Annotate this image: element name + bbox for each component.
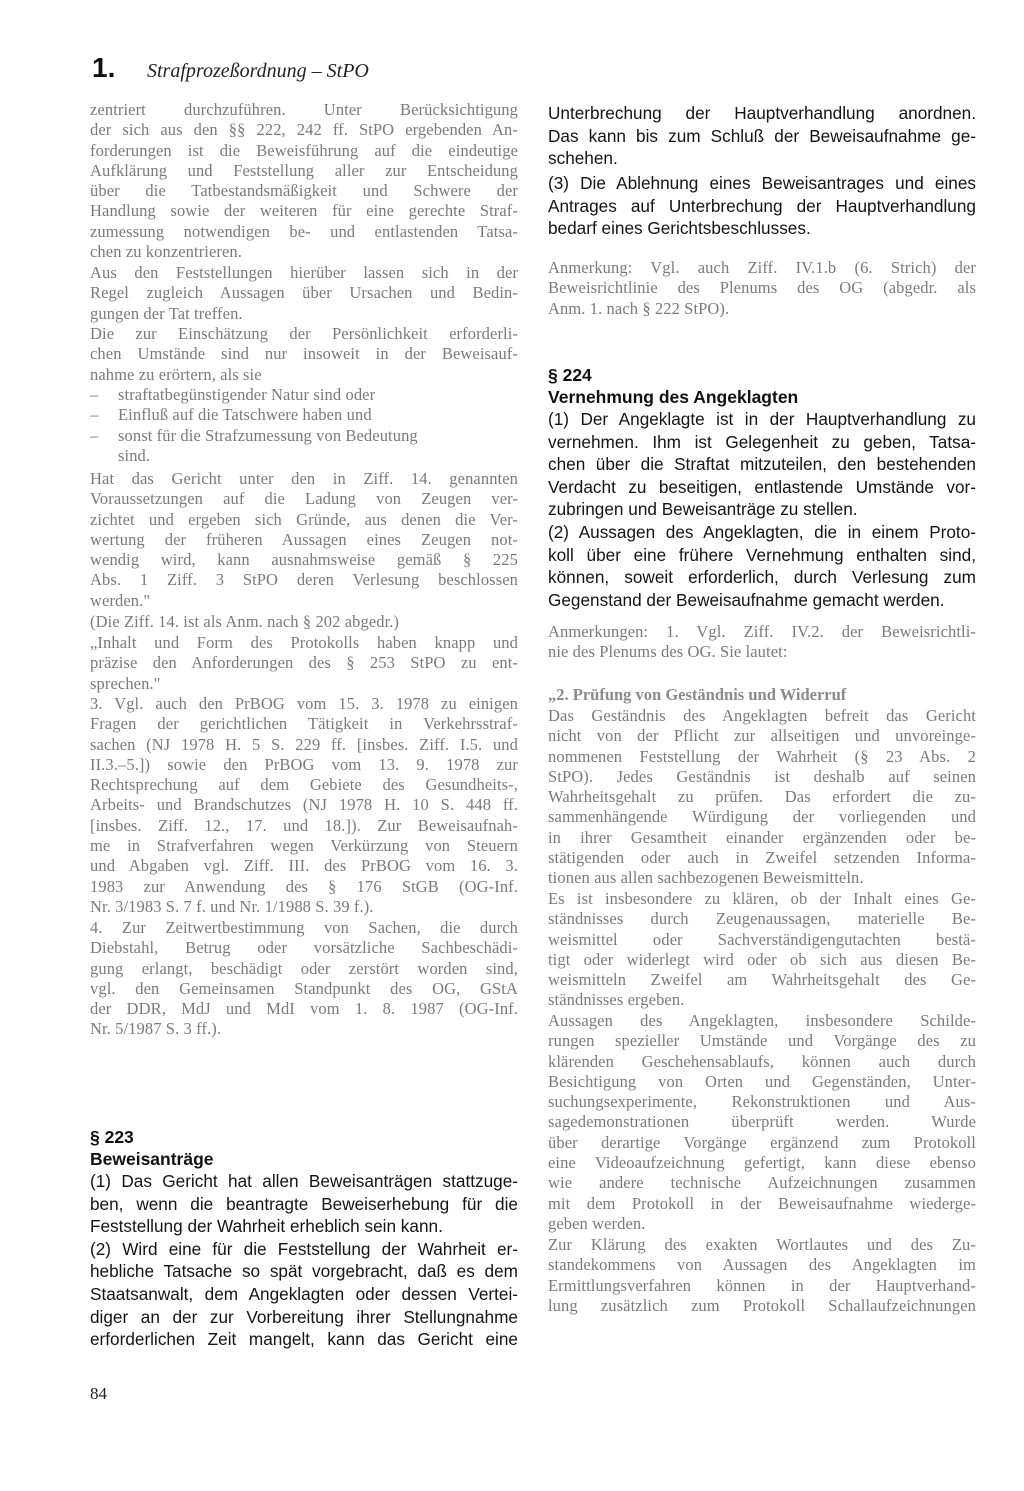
text-line: (1) Das Gericht hat allen Beweisanträgen stattzuge- bbox=[90, 1171, 518, 1191]
text-line: zichtet und ergeben sich Gründe, aus denen die Ver- bbox=[90, 509, 518, 529]
text-line: 1983 zur Anwendung des § 176 StGB (OG-Inf. bbox=[90, 876, 518, 896]
text-line: II.3.–5.]) sowie den PrBOG vom 13. 9. 1978 zur bbox=[90, 754, 518, 774]
text-line: sammenhängende Würdigung der vorliegenden und bbox=[548, 807, 976, 827]
text-line: und Abgaben vgl. Ziff. III. des PrBOG vom 16. 3. bbox=[90, 856, 518, 876]
text-line: eine Videoaufzeichnung gefertigt, kann diese ebenso bbox=[548, 1153, 976, 1173]
text-line: nommenen Feststellung der Wahrheit (§ 23 Abs. 2 bbox=[548, 746, 976, 766]
text-line: in ihrer Gesamtheit einander ergänzenden oder be- bbox=[548, 827, 976, 847]
text-line: erforderlichen Zeit mangelt, kann das Gericht eine bbox=[90, 1329, 518, 1350]
text-line: ständnisses durch Zeugenaussagen, materielle Be- bbox=[548, 909, 976, 929]
text-line: gungen der Tat treffen. bbox=[90, 303, 243, 323]
text-line: Antrages auf Unterbrechung der Hauptverhandlung bbox=[548, 195, 976, 216]
section-223-continuation bbox=[548, 102, 976, 170]
text-line: Gegenstand der Beweisaufnahme gemacht werden. bbox=[548, 589, 945, 610]
text-line: weismittel oder Sachverständigengutachten bestä- bbox=[548, 929, 976, 949]
anmerkung-223 bbox=[548, 258, 976, 319]
text-line: (3) Die Ablehnung eines Beweisantrages und eines bbox=[548, 173, 976, 193]
text-line: vernehmen. Ihm ist Gelegenheit zu geben, Tatsa- bbox=[548, 431, 976, 452]
text-line: können, soweit erforderlich, durch Verlesung zum bbox=[548, 567, 976, 588]
text-line: (2) Wird eine für die Feststellung der Wahrheit er- bbox=[90, 1238, 518, 1259]
text-line: koll über eine frühere Vernehmung enthalten sind, bbox=[548, 544, 976, 565]
text-line: Anmerkungen: 1. Vgl. Ziff. IV.2. der Beweisrichtli- bbox=[548, 622, 976, 641]
text-line: rungen spezieller Umstände und Vorgänge des zu bbox=[548, 1031, 976, 1051]
text-line: zubringen und Beweisanträge zu stellen. bbox=[548, 499, 858, 520]
item-3-paragraph bbox=[90, 694, 518, 917]
text-line: Unterbrechung der Hauptverhandlung anordnen. bbox=[548, 103, 976, 123]
chapter-title: Strafprozeßordnung – StPO bbox=[147, 60, 369, 82]
page-number: 84 bbox=[90, 1384, 107, 1403]
section-224-abs2 bbox=[548, 521, 976, 611]
anmerkungen-224 bbox=[548, 622, 976, 663]
section-223-abs3 bbox=[548, 172, 976, 240]
text-line: StPO). Jedes Geständnis ist deshalb auf seinen bbox=[548, 766, 976, 786]
text-line: Aus den Feststellungen hierüber lassen sich in der bbox=[90, 263, 518, 282]
text-line: 3. Vgl. auch den PrBOG vom 15. 3. 1978 zu einigen bbox=[90, 694, 518, 713]
text-line: geben werden. bbox=[548, 1213, 646, 1233]
running-header bbox=[92, 52, 592, 92]
paragraph-causes bbox=[90, 263, 518, 324]
text-line: Wahrheitsgehalt zu prüfen. Das erfordert die zu- bbox=[548, 787, 976, 807]
text-line: tigt oder widerlegt wird oder ob sich aus diesen Be- bbox=[548, 949, 976, 969]
text-line: standekommens von Aussagen des Angeklagten im bbox=[548, 1255, 976, 1275]
paragraph-witnesses bbox=[90, 469, 518, 611]
text-line: Anm. 1. nach § 222 StPO). bbox=[548, 298, 730, 318]
text-line: wertung der früheren Aussagen eines Zeugen not- bbox=[90, 529, 518, 549]
text-line: Das Geständnis des Angeklagten befreit das Gericht bbox=[548, 706, 976, 725]
list-item: – Einfluß auf die Tatschwere haben und bbox=[90, 405, 372, 425]
text-line: Handlung sowie der weiteren für eine gerechte Straf- bbox=[90, 201, 518, 221]
text-line: Fragen der gerichtlichen Tätigkeit in Verkehrsstraf- bbox=[90, 714, 518, 734]
text-line: me in Strafverfahren wegen Verkürzung von Steuern bbox=[90, 836, 518, 856]
text-line: ben, wenn die beantragte Beweiserhebung für die bbox=[90, 1193, 518, 1214]
dash-list bbox=[90, 385, 518, 466]
text-line: präzise den Anforderungen des § 253 StPO zu ent- bbox=[90, 653, 518, 673]
text-line: sachen (NJ 1978 H. 5 S. 229 ff. [insbes. Ziff. I.5. und bbox=[90, 734, 518, 754]
text-line: Anmerkung: Vgl. auch Ziff. IV.1.b (6. Strich) der bbox=[548, 258, 976, 277]
text-line: Rechtsprechung auf dem Gebiete des Gesundheits-, bbox=[90, 775, 518, 795]
text-line: Staatsanwalt, dem Angeklagten oder dessen Vertei- bbox=[90, 1283, 518, 1304]
text-line: (2) Aussagen des Angeklagten, die in einem Proto- bbox=[548, 521, 976, 542]
list-item: – sonst für die Strafzumessung von Bedeutung bbox=[90, 425, 418, 445]
text-line: wie andere technische Aufzeichnungen zusammen bbox=[548, 1173, 976, 1193]
text-line: forderungen ist die Beweisführung auf die eindeutige bbox=[90, 140, 518, 160]
text-line: Nr. 5/1987 S. 3 ff.). bbox=[90, 1019, 222, 1039]
text-line: werden." bbox=[90, 590, 151, 610]
text-line: zentriert durchzuführen. Unter Berücksichtigung bbox=[90, 100, 518, 119]
text-line: ständnisses ergeben. bbox=[548, 990, 685, 1010]
text-line: mit dem Protokoll in der Beweisaufnahme wiederge- bbox=[548, 1193, 976, 1213]
text-line: „Inhalt und Form des Protokolls haben knapp und bbox=[90, 633, 518, 652]
text-line: klärenden Geschehensablaufs, können auch durch bbox=[548, 1051, 976, 1071]
text-line: (Die Ziff. 14. ist als Anm. nach § 202 abgedr.) bbox=[90, 612, 400, 631]
text-line: Regel zugleich Aussagen über Ursachen und Bedin- bbox=[90, 283, 518, 303]
text-line: Das kann bis zum Schluß der Beweisaufnahme ge- bbox=[548, 125, 976, 146]
text-line: zumessung notwendigen be- und entlastenden Tatsa- bbox=[90, 221, 518, 241]
text-line: schehen. bbox=[548, 148, 618, 169]
text-line: sprechen." bbox=[90, 673, 161, 693]
section-title: Beweisanträge bbox=[90, 1149, 214, 1169]
text-line: bedarf eines Gerichtsbeschlusses. bbox=[548, 218, 811, 239]
subheading: „2. Prüfung von Geständnis und Widerruf bbox=[548, 685, 847, 704]
section-223-abs2 bbox=[90, 1238, 518, 1351]
text-line: Aussagen des Angeklagten, insbesondere Schilde- bbox=[548, 1011, 976, 1030]
list-item: – straftatbegünstigender Natur sind oder bbox=[90, 385, 376, 404]
text-line: 4. Zur Zeitwertbestimmung von Sachen, die durch bbox=[90, 918, 518, 937]
text-line: Besichtigung von Orten und Gegenständen, Unter- bbox=[548, 1071, 976, 1091]
text-line: Diebstahl, Betrug oder vorsätzliche Sachbeschädi- bbox=[90, 938, 518, 958]
text-line: (1) Der Angeklagte ist in der Hauptverhandlung zu bbox=[548, 409, 976, 429]
section-number: § 224 bbox=[548, 365, 592, 385]
text-line: vgl. den Gemeinsamen Standpunkt des OG, GStA bbox=[90, 978, 518, 998]
section-224-abs1 bbox=[548, 408, 976, 521]
text-line: Voraussetzungen auf die Ladung von Zeugen ver- bbox=[90, 489, 518, 509]
text-line: sagedemonstrationen überprüft werden. Wurde bbox=[548, 1112, 976, 1132]
text-line: Zur Klärung des exakten Wortlautes und des Zu- bbox=[548, 1235, 976, 1254]
text-line: stätigenden oder auch in Zweifel setzenden Informa- bbox=[548, 848, 976, 868]
text-line: Beweisrichtlinie des Plenums des OG (abgedr. als bbox=[548, 278, 976, 298]
text-line: hebliche Tatsache so spät vorgebracht, daß es dem bbox=[90, 1261, 518, 1282]
section-223-abs1 bbox=[90, 1170, 518, 1238]
text-line: Arbeits- und Brandschutzes (NJ 1978 H. 10 S. 448 ff. bbox=[90, 795, 518, 815]
text-line: nicht von der Pflicht zur allseitigen und unvoreinge- bbox=[548, 726, 976, 746]
text-line: chen zu konzentrieren. bbox=[90, 242, 242, 262]
paragraph-personality bbox=[90, 324, 518, 385]
text-line: lung zusätzlich zum Protokoll Schallaufzeichnungen bbox=[548, 1295, 976, 1315]
continuation-paragraph bbox=[90, 100, 518, 262]
text-line: nie des Plenums des OG. Sie lautet: bbox=[548, 642, 788, 662]
text-line: der sich aus den §§ 222, 242 ff. StPO ergebenden An- bbox=[90, 120, 518, 140]
text-line: wendig wird, kann ausnahmsweise gemäß § 225 bbox=[90, 550, 518, 570]
text-line: Nr. 3/1983 S. 7 f. und Nr. 1/1988 S. 39 f.). bbox=[90, 896, 374, 916]
item-4-paragraph bbox=[90, 918, 518, 1040]
text-line: Die zur Einschätzung der Persönlichkeit erforderli- bbox=[90, 324, 518, 343]
text-line: Feststellung der Wahrheit erheblich sein kann. bbox=[90, 1216, 443, 1237]
text-line: [insbes. Ziff. 12., 17. und 18.]). Zur Beweisaufnah- bbox=[90, 815, 518, 835]
text-line: Verdacht zu beseitigen, entlastende Umstände vor- bbox=[548, 476, 976, 497]
quote-paragraph bbox=[90, 633, 518, 694]
text-line: tionen aus allen sachbezogenen Beweismitteln. bbox=[548, 868, 864, 888]
text-line: nahme zu erörtern, als sie bbox=[90, 364, 262, 384]
quoted-paragraph-3 bbox=[548, 1011, 976, 1234]
chapter-number: 1. bbox=[92, 52, 116, 83]
quoted-paragraph-1 bbox=[548, 706, 976, 889]
quoted-paragraph-4 bbox=[548, 1235, 976, 1316]
text-line: Abs. 1 Ziff. 3 StPO deren Verlesung beschlossen bbox=[90, 570, 518, 590]
section-224 bbox=[548, 364, 976, 611]
text-line: Hat das Gericht unter den in Ziff. 14. genannten bbox=[90, 469, 518, 488]
text-line: sind. bbox=[118, 445, 151, 465]
note-line bbox=[90, 612, 518, 632]
section-223 bbox=[90, 1126, 518, 1351]
text-line: über die Tatbestandsmäßigkeit und Schwere der bbox=[90, 181, 518, 201]
text-line: gung erlangt, beschädigt oder zerstört worden sind, bbox=[90, 958, 518, 978]
text-line: chen über die Straftat mitzuteilen, den bestehenden bbox=[548, 454, 976, 475]
text-line: über derartige Vorgänge ergänzend zum Protokoll bbox=[548, 1132, 976, 1152]
text-line: Ermittlungsverfahren können in der Hauptverhand- bbox=[548, 1275, 976, 1295]
text-line: Aufklärung und Feststellung aller zur Entscheidung bbox=[90, 160, 518, 180]
section-title: Vernehmung des Angeklagten bbox=[548, 387, 799, 407]
text-line: chen Umstände sind nur insoweit in der Beweisauf- bbox=[90, 344, 518, 364]
text-line: Es ist insbesondere zu klären, ob der Inhalt eines Ge- bbox=[548, 889, 976, 908]
section-number: § 223 bbox=[90, 1127, 134, 1147]
text-line: diger an der zur Vorbereitung ihrer Stellungnahme bbox=[90, 1306, 518, 1327]
text-line: der DDR, MdJ und MdI vom 1. 8. 1987 (OG-Inf. bbox=[90, 999, 518, 1019]
text-line: suchungsexperimente, Rekonstruktionen und Aus- bbox=[548, 1092, 976, 1112]
quoted-paragraph-2 bbox=[548, 889, 976, 1011]
text-line: weismitteln Zweifel am Wahrheitsgehalt des Ge- bbox=[548, 970, 976, 990]
